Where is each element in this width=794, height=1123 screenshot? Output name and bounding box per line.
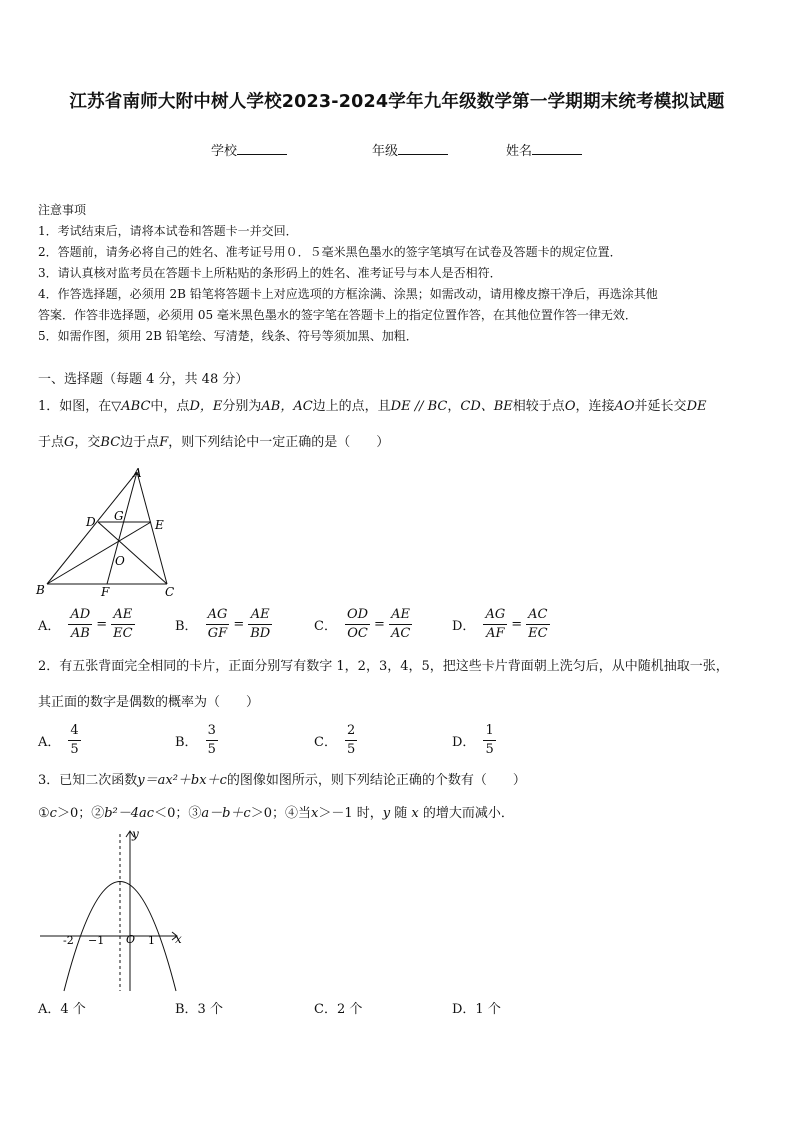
notes-item: 1．考试结束后，请将本试卷和答题卡一并交回．: [38, 224, 298, 238]
q1-math: DE // BC: [390, 399, 448, 414]
fraction: [389, 606, 412, 643]
q1-text: 并延长交: [634, 399, 687, 414]
option-label: C．: [314, 619, 337, 634]
notes-item: 2．答题前，请务必将自己的姓名、准考证号用０．５毫米黑色墨水的签字笔填写在试卷及答题卡的规定位置．: [38, 245, 622, 259]
label-o: O: [115, 554, 125, 568]
label-g: G: [114, 509, 124, 523]
q1-line1: [38, 395, 706, 414]
q1-option-b[interactable]: [175, 606, 272, 643]
q1-line2: [38, 431, 389, 450]
option-label: D．: [452, 619, 476, 634]
q1-math: G: [64, 435, 75, 450]
q3-text: 的增大而减小．: [418, 806, 514, 821]
fraction: [345, 722, 357, 759]
q1-text: 相较于点: [512, 399, 565, 414]
line-be: [47, 522, 151, 584]
q1-text: ，交: [74, 435, 101, 450]
fraction-denominator: 5: [346, 742, 356, 757]
school-field: [211, 140, 287, 159]
fraction-numerator: OD: [345, 606, 370, 625]
name-blank[interactable]: [532, 142, 582, 155]
q3-option-a[interactable]: A．4 个: [38, 1002, 86, 1017]
label-a: A: [133, 466, 142, 480]
q1-math: AO: [614, 399, 635, 414]
fraction-denominator: AF: [486, 626, 505, 641]
q1-math: BC: [100, 435, 121, 450]
equals-sign: =: [511, 617, 523, 632]
grade-blank[interactable]: [398, 142, 448, 155]
notes-heading: 注意事项: [38, 203, 87, 217]
q1-math: O: [564, 399, 576, 414]
fraction-numerator: AG: [206, 606, 230, 625]
label-f: F: [101, 585, 110, 599]
fraction-denominator: EC: [528, 626, 548, 641]
fraction-numerator: AE: [111, 606, 134, 625]
q1-text: 分别为: [222, 399, 262, 414]
fraction-numerator: AD: [68, 606, 92, 625]
school-blank[interactable]: [237, 142, 287, 155]
fraction-denominator: 5: [485, 742, 494, 757]
q3-text: ＞0；④当: [250, 806, 311, 821]
notes-item: 3．请认真核对监考员在答题卡上所粘贴的条形码上的姓名、准考证号与本人是否相符．: [38, 266, 502, 280]
q1-option-c[interactable]: [314, 606, 412, 643]
q1-text: 中，点: [150, 399, 190, 414]
q1-text: 边于点: [120, 435, 160, 450]
q1-math: D，E: [189, 399, 223, 414]
fraction-numerator: 3: [206, 722, 218, 741]
q2-line2: 其正面的数字是偶数的概率为（ ）: [38, 695, 260, 710]
fraction: [483, 722, 495, 759]
graph-label-origin: O: [126, 933, 136, 946]
q1-triangle-figure: [30, 462, 190, 602]
q3-line1: [38, 769, 526, 788]
q2-line1: 2．有五张背面完全相同的卡片，正面分别写有数字 1，2，3，4，5，把这些卡片背面朝上洗匀后，从中随机抽取一张，: [38, 659, 729, 674]
fraction: [68, 722, 80, 759]
fraction-denominator: 5: [207, 742, 216, 757]
q3-option-d[interactable]: D．1 个: [452, 1002, 501, 1017]
q2-option-a[interactable]: [38, 722, 81, 759]
q1-option-d[interactable]: [452, 606, 550, 643]
q1-option-a[interactable]: [38, 606, 135, 643]
notes-item: 答案．作答非选择题，必须用 05 毫米黑色墨水的签字笔在答题卡上的指定位置作答，在其他位置作答一律无效．: [38, 308, 637, 322]
q3-text: 的图像如图所示，则下列结论正确的个数有（ ）: [226, 773, 526, 788]
section-title: 一、选择题（每题 4 分，共 48 分）: [38, 372, 249, 387]
equals-sign: =: [233, 617, 245, 632]
q1-math: AB，AC: [261, 399, 313, 414]
label-d: D: [86, 515, 96, 529]
fraction: [248, 606, 272, 643]
q2-option-c[interactable]: [314, 722, 357, 759]
q3-option-b[interactable]: B．3 个: [175, 1002, 223, 1017]
q3-text: 随: [390, 806, 412, 821]
fraction: [526, 606, 549, 643]
q1-text: 边上的点，且: [312, 399, 391, 414]
fraction-denominator: OC: [347, 626, 368, 641]
q3-math: x: [310, 806, 319, 821]
fraction-denominator: 5: [70, 742, 79, 757]
label-c: C: [165, 585, 175, 599]
q1-text: ，则下列结论中一定正确的是（ ）: [168, 435, 390, 450]
page-title: 江苏省南师大附中树人学校2023-2024学年九年级数学第一学期期末统考模拟试题: [69, 92, 725, 112]
grade-field: [372, 140, 448, 159]
school-label: 学校: [211, 144, 238, 159]
q3-math: c: [49, 806, 57, 821]
q1-math: F: [159, 435, 169, 450]
q3-math: y＝ax²＋bx＋c: [137, 773, 227, 788]
option-label: A．: [38, 735, 61, 750]
fraction: [345, 606, 370, 643]
fraction-numerator: AG: [483, 606, 507, 625]
q3-math: x: [411, 806, 419, 821]
fraction: [206, 606, 230, 643]
q3-text: ＞－1 时，: [318, 806, 383, 821]
q3-parabola-graph: [36, 826, 196, 996]
label-e: E: [155, 518, 164, 532]
fraction: [68, 606, 92, 643]
fraction: [111, 606, 134, 643]
q3-line2: [38, 802, 514, 821]
q2-option-b[interactable]: [175, 722, 218, 759]
graph-label-neg2: -2: [63, 934, 74, 947]
fraction-numerator: 1: [483, 722, 495, 741]
q1-text: ，连接: [575, 399, 615, 414]
fraction-denominator: GF: [207, 626, 228, 641]
grade-label: 年级: [372, 144, 399, 159]
graph-label-neg1: −1: [88, 934, 105, 947]
graph-label-pos1: 1: [148, 934, 155, 947]
fraction-numerator: AE: [389, 606, 412, 625]
q1-math: ▽ABC: [111, 399, 151, 414]
name-label: 姓名: [506, 144, 533, 159]
q3-option-c[interactable]: C．2 个: [314, 1002, 363, 1017]
notes-block: [38, 200, 658, 347]
fraction-denominator: BD: [250, 626, 271, 641]
fraction-numerator: 4: [68, 722, 80, 741]
equals-sign: =: [96, 617, 108, 632]
q1-math: DE: [686, 399, 707, 414]
q1-text: 于点: [38, 435, 65, 450]
equals-sign: =: [374, 617, 385, 632]
fraction-numerator: AE: [248, 606, 272, 625]
q1-text: ，: [447, 399, 461, 414]
q3-text: 3．已知二次函数: [38, 773, 138, 788]
option-label: A．: [38, 619, 61, 634]
q2-option-d[interactable]: [452, 722, 496, 759]
q3-math: a－b＋c: [201, 806, 251, 821]
q3-text: ①: [38, 806, 50, 821]
option-label: B．: [175, 735, 198, 750]
option-label: D．: [452, 735, 476, 750]
q3-text: ＞0；②: [56, 806, 105, 821]
fraction: [483, 606, 507, 643]
q1-math: CD、BE: [460, 399, 513, 414]
option-label: C．: [314, 735, 337, 750]
name-field: [506, 140, 582, 159]
q1-text: 1．如图，在: [38, 399, 112, 414]
fraction-numerator: AC: [526, 606, 549, 625]
notes-item: 5．如需作图，须用 2B 铅笔绘、写清楚，线条、符号等须加黑、加粗．: [38, 329, 418, 343]
notes-item: 4．作答选择题，必须用 2B 铅笔将答题卡上对应选项的方框涂满、涂黑；如需改动，请用橡皮擦干净后，再选涂其他: [38, 287, 658, 301]
fraction-numerator: 2: [345, 722, 357, 741]
fraction-denominator: AC: [390, 626, 411, 641]
fraction-denominator: EC: [113, 626, 133, 641]
label-b: B: [36, 583, 45, 597]
fraction: [206, 722, 218, 759]
option-label: B．: [175, 619, 198, 634]
graph-label-y: y: [132, 827, 139, 841]
fraction-denominator: AB: [70, 626, 90, 641]
q3-text: ＜0；③: [154, 806, 202, 821]
q3-math: y: [382, 806, 391, 821]
q3-math: b²－4ac: [104, 806, 155, 821]
graph-label-x: x: [175, 932, 182, 946]
